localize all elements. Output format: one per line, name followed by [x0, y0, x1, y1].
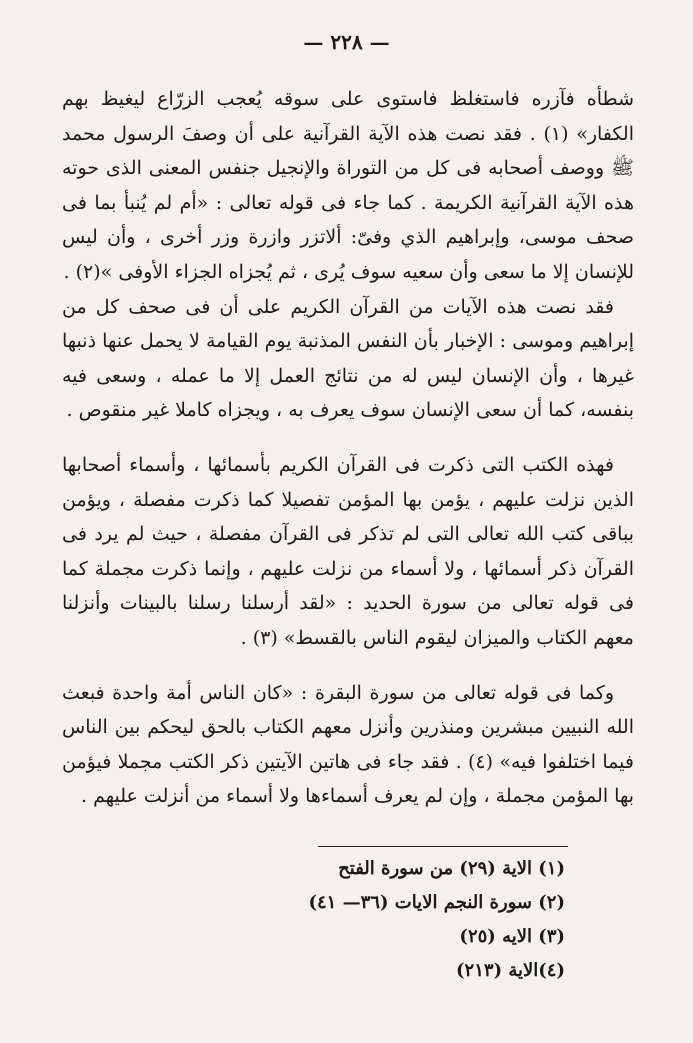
- paragraph-4: وكما فى قوله تعالى من سورة البقرة : «كان الناس أمة واحدة فبعث الله النبيين مبشرين ومنذرين وأنزل معهم الكتاب بالحق ليحكم بين الناس فيما اختلفوا فيه» (٤) . فقد جاء فى هاتين الآيتين ذكر الكتب مجملا فيؤمن بها المؤمن مجملة ، وإن لم يعرف أسماءها ولا أسماء من أنزلت عليهم .: [62, 681, 634, 808]
- footnote-4: (٤)الاية (٢١٣): [456, 960, 565, 981]
- page-number: — ٢٢٨ —: [303, 30, 390, 54]
- paragraph-2: فقد نصت هذه الآيات من القرآن الكريم على أن فى صحف كل من إبراهيم وموسى : الإخبار بأن النفس المذنبة يوم القيامة لا يحمل عنها ذنبها غيرها ، وأن الإنسان ليس له من نتائج العمل إلا ما عمله ، وسعى فيه بنفسه، كما أن سعى الإنسان سوف يعرف به ، ويجزاه كاملا غير منقوص .: [62, 295, 634, 422]
- footnotes-list: [205, 852, 565, 988]
- paragraph-3: فهذه الكتب التى ذكرت فى القرآن الكريم بأسمائها ، وأسماء أصحابها الذين نزلت عليهم ، يؤمن بها المؤمن تفصيلا كما ذكرت مفصلة ، ويؤمن بباقى كتب الله تعالى التى لم تذكر فى القرآن مفصلة ، حيث لم يرد فى القرآن ذكر أسمائها ، ولا أسماء من نزلت عليهم ، وإنما ذكرت مجملة كما فى قوله تعالى من سورة الحديد : «لقد أرسلنا رسلنا بالبينات وأنزلنا معهم الكتاب والميزان ليقوم الناس بالقسط» (٣) .: [62, 453, 634, 649]
- footnote-3: (٣) الايه (٢٥): [459, 926, 565, 947]
- footnote-1: (١) الاية (٢٩) من سورة الفتح: [338, 858, 565, 879]
- main-text: [62, 82, 634, 814]
- footnote-divider: [318, 846, 568, 847]
- footnote-2: (٢) سورة النجم الايات (٣٦— ٤١): [308, 892, 565, 913]
- paragraph-1: شطأه فآزره فاستغلظ فاستوى على سوقه يُعجب الزرّاع ليغيظ بهم الكفار» (١) . فقد نصت هذه الآية القرآنية على أن وصفَ الرسول محمد ﷺ ووصف أصحابه فى كل من التوراة والإنجيل جنفس المعنى الذى حوته هذه الآية القرآنية الكريمة . كما جاء فى قوله تعالى : «أم لم يُنبأ بما فى صحف موسى، وإبراهيم الذي وفىّ: ألاتزر وازرة وزر أخرى ، وأن ليس للإنسان إلا ما سعى وأن سعيه سوف يُرى ، ثم يُجزاه الجزاء الأوفى »(٢) .: [62, 88, 634, 283]
